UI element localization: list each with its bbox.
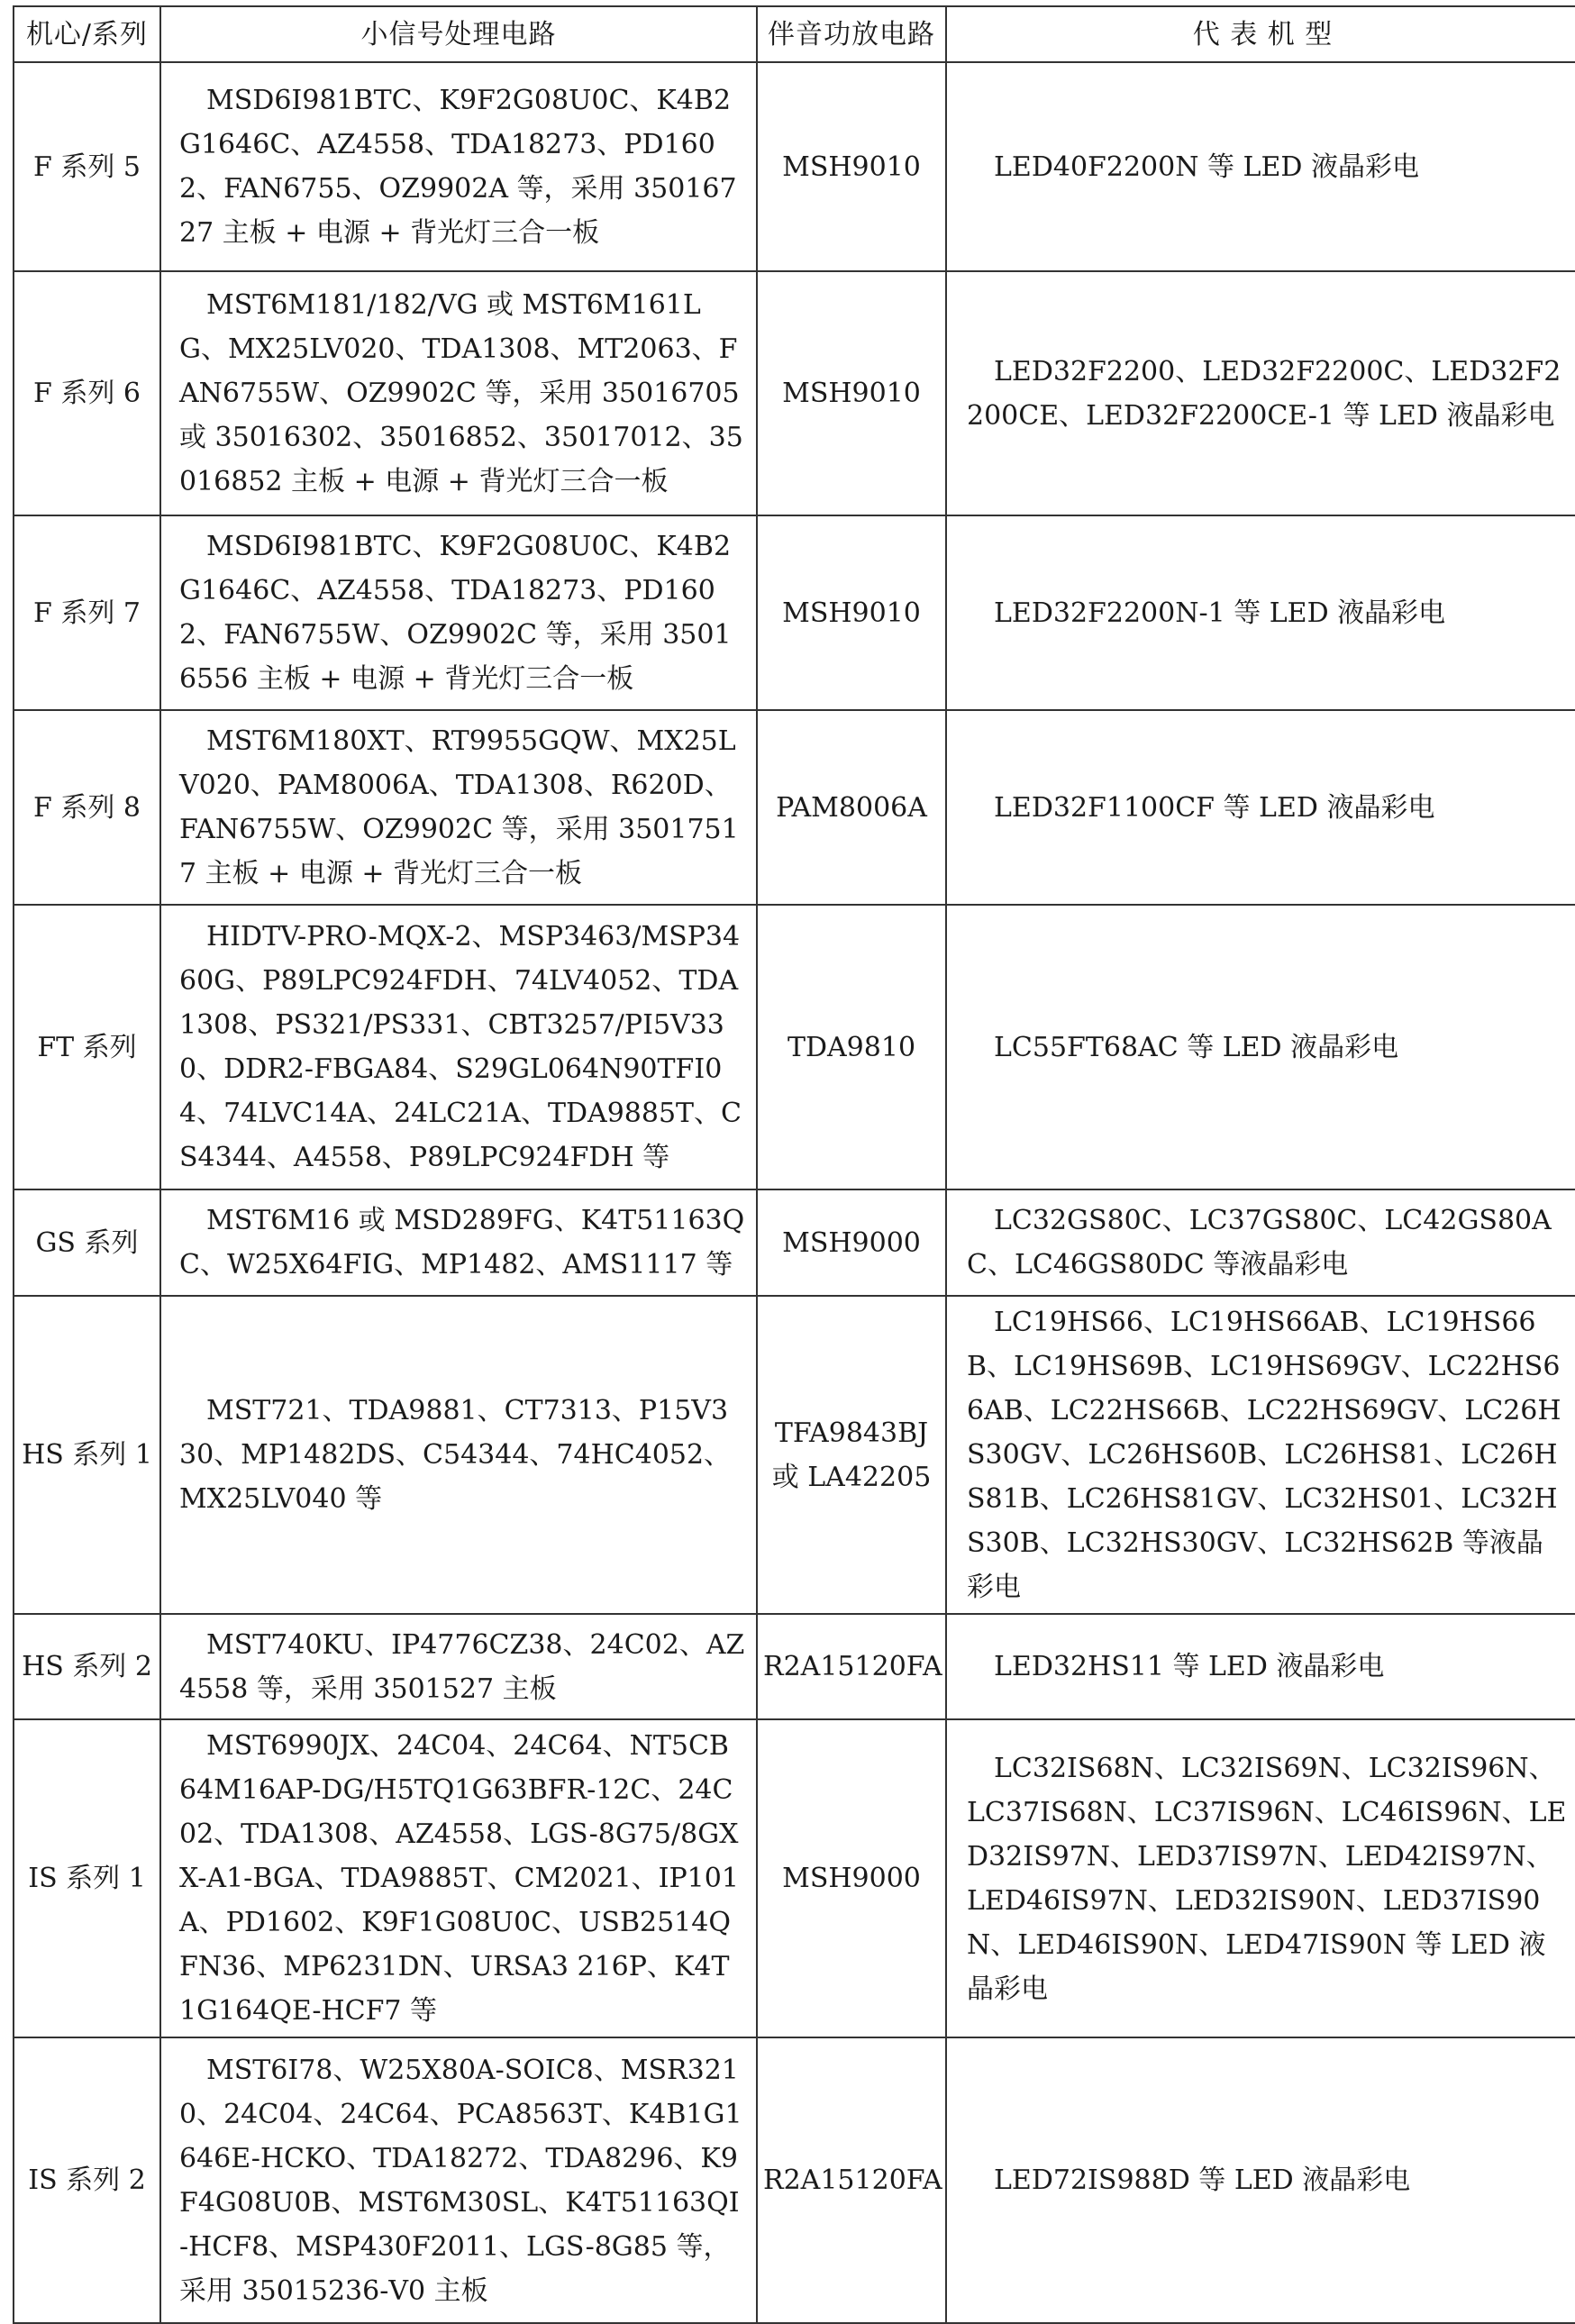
audio-circuit-cell: MSH9010 bbox=[757, 271, 946, 515]
table-row bbox=[14, 515, 1575, 710]
table-row bbox=[14, 1614, 1575, 1719]
signal-circuit-cell: MST740KU、IP4776CZ38、24C02、AZ4558 等，采用 3501527 主板 bbox=[160, 1614, 757, 1719]
models-cell: LED32F2200、LED32F2200C、LED32F2200CE、LED32F2200CE-1 等 LED 液晶彩电 bbox=[946, 271, 1575, 515]
series-cell: HS 系列 1 bbox=[14, 1296, 160, 1614]
signal-circuit-cell: MST6M16 或 MSD289FG、K4T51163QC、W25X64FIG、MP1482、AMS1117 等 bbox=[160, 1189, 757, 1296]
table-row bbox=[14, 905, 1575, 1189]
circuit-spec-table bbox=[13, 5, 1575, 2324]
audio-circuit-cell: TDA9810 bbox=[757, 905, 946, 1189]
table-row bbox=[14, 710, 1575, 905]
models-cell: LED32F2200N-1 等 LED 液晶彩电 bbox=[946, 515, 1575, 710]
series-cell: GS 系列 bbox=[14, 1189, 160, 1296]
signal-circuit-cell: MST6I78、W25X80A-SOIC8、MSR3210、24C04、24C64、PCA8563T、K4B1G1646E-HCKO、TDA18272、TDA8296、K9F4G08U0B、MST6M30SL、K4T51163QI-HCF8、MSP430F2011、LGS-8G85 等，采用 35015236-V0 主板 bbox=[160, 2037, 757, 2323]
series-cell: FT 系列 bbox=[14, 905, 160, 1189]
models-cell: LC55FT68AC 等 LED 液晶彩电 bbox=[946, 905, 1575, 1189]
series-cell: F 系列 8 bbox=[14, 710, 160, 905]
models-cell: LED32HS11 等 LED 液晶彩电 bbox=[946, 1614, 1575, 1719]
models-cell: LC32IS68N、LC32IS69N、LC32IS96N、LC37IS68N、LC37IS96N、LC46IS96N、LED32IS97N、LED37IS97N、LED42IS97N、LED46IS97N、LED32IS90N、LED37IS90N、LED46IS90N、LED47IS90N 等 LED 液晶彩电 bbox=[946, 1719, 1575, 2037]
audio-circuit-cell: R2A15120FA bbox=[757, 1614, 946, 1719]
signal-circuit-cell: MST6990JX、24C04、24C64、NT5CB64M16AP-DG/H5TQ1G63BFR-12C、24C02、TDA1308、AZ4558、LGS-8G75/8GXX-A1-BGA、TDA9885T、CM2021、IP101A、PD1602、K9F1G08U0C、USB2514QFN36、MP6231DN、URSA3 216P、K4T1G164QE-HCF7 等 bbox=[160, 1719, 757, 2037]
audio-circuit-cell: MSH9000 bbox=[757, 1189, 946, 1296]
header-audio-amplifier: 伴音功放电路 bbox=[757, 6, 946, 62]
series-cell: IS 系列 1 bbox=[14, 1719, 160, 2037]
table-row bbox=[14, 2037, 1575, 2323]
header-signal-circuit: 小信号处理电路 bbox=[160, 6, 757, 62]
signal-circuit-cell: MST721、TDA9881、CT7313、P15V330、MP1482DS、C54344、74HC4052、MX25LV040 等 bbox=[160, 1296, 757, 1614]
audio-circuit-cell: PAM8006A bbox=[757, 710, 946, 905]
audio-circuit-cell: MSH9000 bbox=[757, 1719, 946, 2037]
series-cell: IS 系列 2 bbox=[14, 2037, 160, 2323]
series-cell: F 系列 7 bbox=[14, 515, 160, 710]
table-row bbox=[14, 271, 1575, 515]
table-row bbox=[14, 1189, 1575, 1296]
signal-circuit-cell: MSD6I981BTC、K9F2G08U0C、K4B2G1646C、AZ4558、TDA18273、PD1602、FAN6755W、OZ9902C 等，采用 35016556 主板 + 电源 + 背光灯三合一板 bbox=[160, 515, 757, 710]
models-cell: LED40F2200N 等 LED 液晶彩电 bbox=[946, 62, 1575, 271]
header-series: 机心/系列 bbox=[14, 6, 160, 62]
audio-circuit-cell: MSH9010 bbox=[757, 62, 946, 271]
table-row bbox=[14, 62, 1575, 271]
signal-circuit-cell: MST6M180XT、RT9955GQW、MX25LV020、PAM8006A、TDA1308、R620D、FAN6755W、OZ9902C 等，采用 35017517 主板 + 电源 + 背光灯三合一板 bbox=[160, 710, 757, 905]
header-row bbox=[14, 6, 1575, 62]
table-row bbox=[14, 1296, 1575, 1614]
signal-circuit-cell: MSD6I981BTC、K9F2G08U0C、K4B2G1646C、AZ4558、TDA18273、PD1602、FAN6755、OZ9902A 等，采用 35016727 主板 + 电源 + 背光灯三合一板 bbox=[160, 62, 757, 271]
models-cell: LED72IS988D 等 LED 液晶彩电 bbox=[946, 2037, 1575, 2323]
models-cell: LED32F1100CF 等 LED 液晶彩电 bbox=[946, 710, 1575, 905]
header-representative-models: 代 表 机 型 bbox=[946, 6, 1575, 62]
signal-circuit-cell: HIDTV-PRO-MQX-2、MSP3463/MSP3460G、P89LPC924FDH、74LV4052、TDA1308、PS321/PS331、CBT3257/PI5V330、DDR2-FBGA84、S29GL064N90TFI04、74LVC14A、24LC21A、TDA9885T、CS4344、A4558、P89LPC924FDH 等 bbox=[160, 905, 757, 1189]
audio-circuit-cell: MSH9010 bbox=[757, 515, 946, 710]
series-cell: F 系列 5 bbox=[14, 62, 160, 271]
series-cell: HS 系列 2 bbox=[14, 1614, 160, 1719]
series-cell: F 系列 6 bbox=[14, 271, 160, 515]
models-cell: LC32GS80C、LC37GS80C、LC42GS80AC、LC46GS80DC 等液晶彩电 bbox=[946, 1189, 1575, 1296]
table-row bbox=[14, 1719, 1575, 2037]
models-cell: LC19HS66、LC19HS66AB、LC19HS66B、LC19HS69B、LC19HS69GV、LC22HS66AB、LC22HS66B、LC22HS69GV、LC26HS30GV、LC26HS60B、LC26HS81、LC26HS81B、LC26HS81GV、LC32HS01、LC32HS30B、LC32HS30GV、LC32HS62B 等液晶彩电 bbox=[946, 1296, 1575, 1614]
signal-circuit-cell: MST6M181/182/VG 或 MST6M161LG、MX25LV020、TDA1308、MT2063、FAN6755W、OZ9902C 等，采用 35016705 或 35016302、35016852、35017012、35016852 主板 + 电源 + 背光灯三合一板 bbox=[160, 271, 757, 515]
audio-circuit-cell: TFA9843BJ 或 LA42205 bbox=[757, 1296, 946, 1614]
audio-circuit-cell: R2A15120FA bbox=[757, 2037, 946, 2323]
